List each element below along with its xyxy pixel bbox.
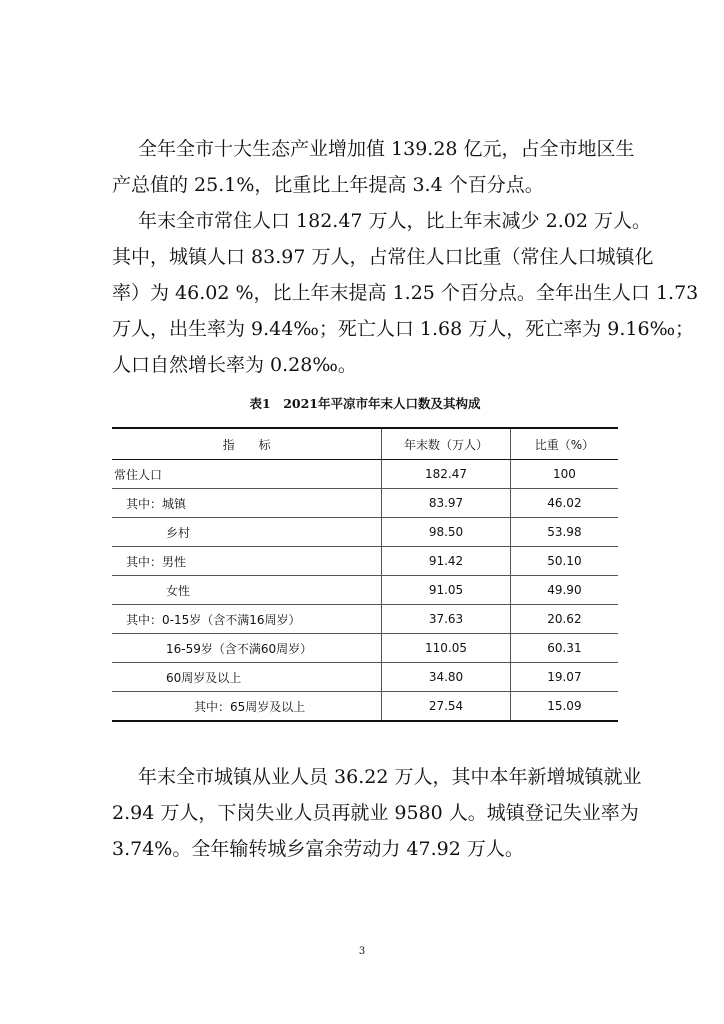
table-row <box>112 518 618 547</box>
row-share: 20.62 <box>510 605 618 634</box>
column-header-share: 比重（%） <box>510 428 618 460</box>
table-caption: 表1 2021年平凉市年末人口数及其构成 <box>249 396 481 411</box>
row-label: 60周岁及以上 <box>112 663 382 692</box>
row-label: 其中：城镇 <box>112 489 382 518</box>
table-row <box>112 460 618 489</box>
row-value: 182.47 <box>382 460 511 489</box>
row-value: 110.05 <box>382 634 511 663</box>
row-label: 女性 <box>112 576 382 605</box>
row-share: 49.90 <box>510 576 618 605</box>
row-label: 其中：0-15岁（含不满16周岁） <box>112 605 382 634</box>
paragraph-population <box>112 203 699 383</box>
paragraph-line: 年末全市城镇从业人员 36.22 万人，其中本年新增城镇就业 <box>138 766 642 788</box>
row-value: 91.05 <box>382 576 511 605</box>
table-header-row <box>112 428 618 460</box>
paragraph-line: 率）为 46.02 %，比上年末提高 1.25 个百分点。全年出生人口 1.73 <box>112 282 699 304</box>
row-value: 27.54 <box>382 692 511 722</box>
row-share: 46.02 <box>510 489 618 518</box>
row-label: 其中：男性 <box>112 547 382 576</box>
row-label: 乡村 <box>112 518 382 547</box>
table-row <box>112 489 618 518</box>
paragraph-line: 万人，出生率为 9.44‰；死亡人口 1.68 万人，死亡率为 9.16‰； <box>112 318 695 340</box>
column-header-indicator: 指 标 <box>112 428 382 460</box>
page-number: 3 <box>358 946 366 957</box>
row-share: 15.09 <box>510 692 618 722</box>
table-row <box>112 576 618 605</box>
population-table <box>112 427 618 722</box>
paragraph-line: 年末全市常住人口 182.47 万人，比上年末减少 2.02 万人。 <box>138 210 651 232</box>
column-header-year-end: 年末数（万人） <box>382 428 511 460</box>
row-share: 53.98 <box>510 518 618 547</box>
table-row <box>112 692 618 722</box>
paragraph-ecology-industry <box>112 131 635 203</box>
row-label: 常住人口 <box>112 460 382 489</box>
paragraph-line: 全年全市十大生态产业增加值 139.28 亿元，占全市地区生 <box>138 138 635 160</box>
row-share: 100 <box>510 460 618 489</box>
table-row <box>112 663 618 692</box>
row-share: 50.10 <box>510 547 618 576</box>
paragraph-line: 其中，城镇人口 83.97 万人，占常住人口比重（常住人口城镇化 <box>112 246 654 268</box>
row-value: 98.50 <box>382 518 511 547</box>
paragraph-employment <box>112 759 642 867</box>
row-value: 83.97 <box>382 489 511 518</box>
table-row <box>112 605 618 634</box>
paragraph-line: 2.94 万人，下岗失业人员再就业 9580 人。城镇登记失业率为 <box>112 802 639 824</box>
row-value: 37.63 <box>382 605 511 634</box>
paragraph-line: 产总值的 25.1%，比重比上年提高 3.4 个百分点。 <box>112 174 544 196</box>
row-value: 34.80 <box>382 663 511 692</box>
row-value: 91.42 <box>382 547 511 576</box>
paragraph-line: 人口自然增长率为 0.28‰。 <box>112 354 357 376</box>
row-label: 其中：65周岁及以上 <box>112 692 382 722</box>
row-share: 60.31 <box>510 634 618 663</box>
table-row <box>112 547 618 576</box>
row-label: 16-59岁（含不满60周岁） <box>112 634 382 663</box>
table-row <box>112 634 618 663</box>
row-share: 19.07 <box>510 663 618 692</box>
paragraph-line: 3.74%。全年输转城乡富余劳动力 47.92 万人。 <box>112 838 524 860</box>
